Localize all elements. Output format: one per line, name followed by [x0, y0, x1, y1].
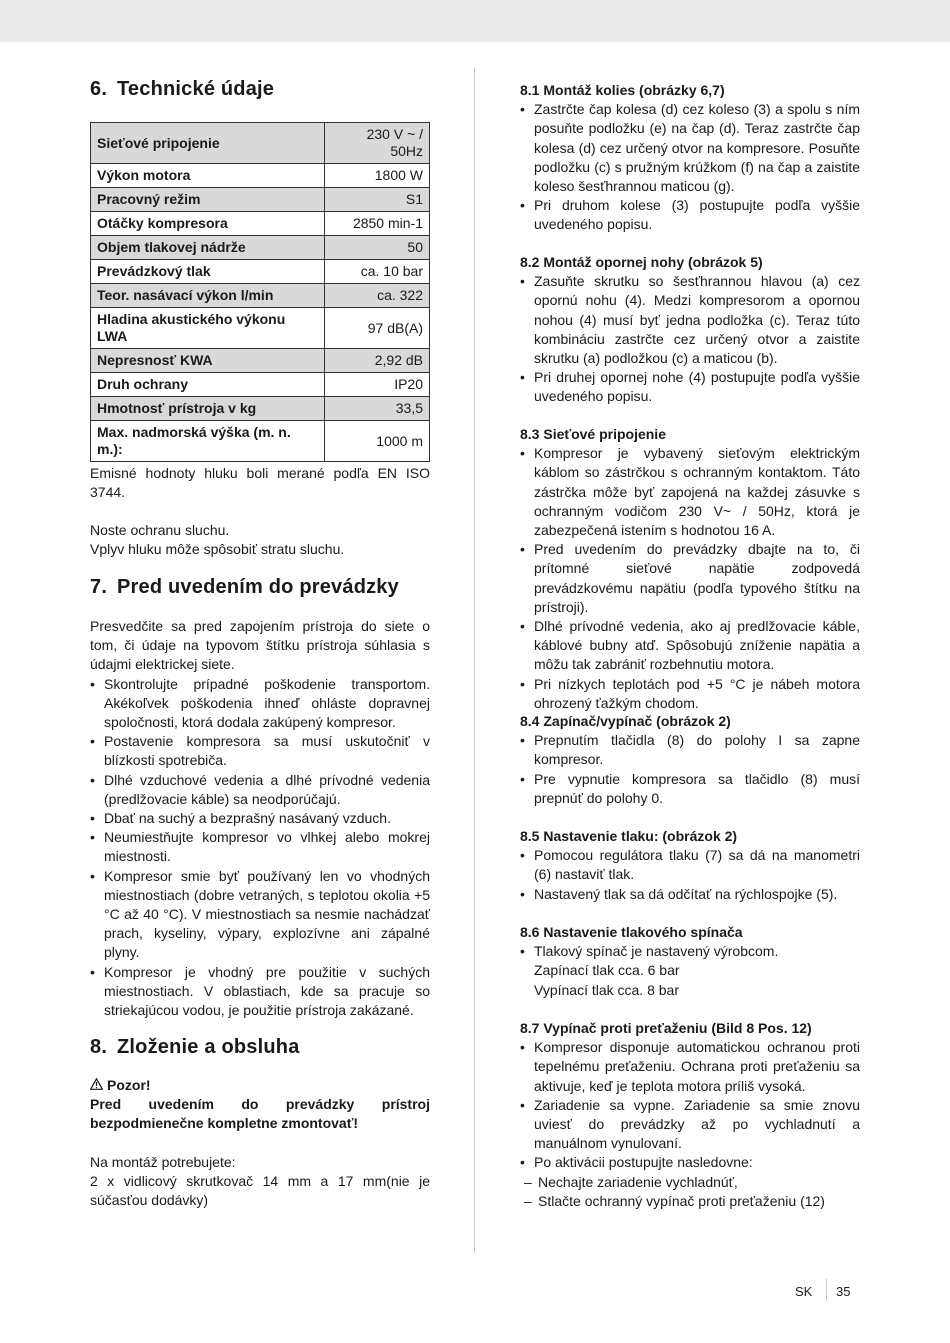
table-row [91, 236, 430, 260]
list-item: • Zastrčte čap kolesa (d) cez koleso (3) a spolu s ním posuňte podložku (e) na čap (d). Teraz zastrčte čap kolesa (d) cez určený otvor na kompresore. Posuňte podložku (c) s pružným krúžkom (f) na čap a zaistite koleso šesťhrannou maticou (g). [520, 100, 860, 196]
section-number: 6. [90, 78, 108, 100]
pressure-switch-text: Tlakový spínač je nastavený výrobcom. [534, 943, 779, 960]
list-item: • Pri druhom kolese (3) postupujte podľa vyššie uvedeného popisu. [520, 196, 860, 234]
technical-data-table [90, 122, 430, 462]
language-code: SK [795, 1284, 813, 1299]
list-item: • Nastavený tlak sa dá odčítať na rýchlospojke (5). [520, 885, 860, 904]
spec-label: Pracovný režim [91, 188, 325, 212]
table-row [91, 164, 430, 188]
spec-value: ca. 10 bar [324, 260, 429, 284]
spec-label: Hladina akustického výkonu LWA [91, 308, 325, 349]
section-7-intro: Presvedčite sa pred zapojením prístroja do siete o tom, či údaje na typovom štítku prístroja súhlasia s údajmi elektrickej siete. [90, 618, 430, 673]
list-item: • Skontrolujte prípadné poškodenie transportom. Akékoľvek poškodenia ihneď ohláste dopravnej spoločnosti, ktorá dodala zakúpený kompresor. [90, 675, 430, 733]
subsection-8-7 [520, 1019, 860, 1211]
subsection-title: 8.1 Montáž kolies (obrázky 6,7) [520, 82, 725, 98]
list-item: • Dbať na suchý a bezprašný nasávaný vzduch. [90, 809, 430, 828]
section-7-heading [90, 575, 399, 599]
table-row [91, 284, 430, 308]
list-item [520, 942, 860, 1000]
spec-value: 2850 min-1 [324, 212, 429, 236]
spec-value: S1 [324, 188, 429, 212]
table-row [91, 188, 430, 212]
table-row [91, 397, 430, 421]
column-divider [474, 68, 475, 1253]
spec-value: 2,92 dB [324, 349, 429, 373]
page-number: 35 [836, 1284, 851, 1299]
table-row [91, 349, 430, 373]
subsection-8-4 [520, 712, 860, 808]
spec-value: ca. 322 [324, 284, 429, 308]
list-item: • Pred uvedením do prevádzky dbajte na to, či prítomné sieťové napätie zodpovedá prevádzkovému napätiu (podľa typového štítku na prístroji). [520, 540, 860, 617]
spec-value: 230 V ~ / 50Hz [324, 123, 429, 164]
list-item: • Postavenie kompresora sa musí uskutočniť v blízkosti spotrebiča. [90, 732, 430, 770]
list-item: • Pri nízkych teplotách pod +5 °C je nábeh motora ohrozený ťažkým chodom. [520, 675, 860, 713]
subsection-bullets [520, 100, 860, 234]
list-item: • Zariadenie sa vypne. Zariadenie sa smie znovu uviesť do prevádzky až po vychladnutí a manuálnom vynulovaní. [520, 1096, 860, 1154]
list-item: • Kompresor smie byť používaný len vo vhodných miestnostiach (dobre vetraných, s teplotou okolia +5 °C až 40 °C). V miestnostiach sa nesmie nachádzať prach, kyseliny, výpary, explozívne ani zápalné plyny. [90, 867, 430, 963]
subsection-title: 8.5 Nastavenie tlaku: (obrázok 2) [520, 828, 738, 844]
subsection-bullets [520, 731, 860, 808]
spec-label: Sieťové pripojenie [91, 123, 325, 164]
subsection-bullets [520, 942, 860, 1000]
list-item: • Po aktivácii postupujte nasledovne: [520, 1153, 860, 1172]
list-item: • Neumiestňujte kompresor vo vlhkej alebo mokrej miestnosti. [90, 828, 430, 866]
warning-text: Pred uvedením do prevádzky prístroj bezpodmienečne kompletne zmontovať! [90, 1096, 430, 1132]
list-item: • Pri druhej opornej nohe (4) postupujte podľa vyššie uvedeného popisu. [520, 368, 860, 406]
spec-label: Druh ochrany [91, 373, 325, 397]
warning-title: Pozor! [107, 1077, 151, 1093]
section-7-bullets [90, 675, 430, 1021]
list-item: • Zasuňte skrutku so šesťhrannou hlavou (a) cez opornú nohu (4). Medzi kompresorom a opornou nohou (4) musí byť jedna podložka (c). Teraz túto kombináciu zastrčte cez určený otvor a zaistite skrutku (a) podložkou (c) a maticou (b). [520, 272, 860, 368]
subsection-bullets [520, 272, 860, 406]
warning-block [90, 1076, 430, 1134]
tools-needed [90, 1153, 430, 1211]
section-6-heading [90, 77, 274, 101]
top-bar [0, 0, 950, 42]
spec-label: Hmotnosť prístroja v kg [91, 397, 325, 421]
warning-triangle-icon [90, 1076, 103, 1095]
subsection-bullets [520, 1038, 860, 1172]
subsection-8-2 [520, 253, 860, 407]
list-item: • Dlhé vzduchové vedenia a dlhé prívodné vedenia (predlžovacie káble) sa neodporúčajú. [90, 771, 430, 809]
spec-value: IP20 [324, 373, 429, 397]
table-row [91, 123, 430, 164]
subsection-8-3 [520, 425, 860, 713]
hearing-protection-text: Noste ochranu sluchu. [90, 522, 230, 538]
switch-on-pressure: Zapínací tlak cca. 6 bar [534, 962, 680, 979]
noise-emission-text: Emisné hodnoty hluku boli merané podľa EN ISO 3744. [90, 465, 430, 501]
list-item: • Kompresor je vhodný pre použitie v suchých miestnostiach. V oblastiach, kde sa pracuje so striekajúcou vodou, je použitie prístroja zakázané. [90, 963, 430, 1021]
subsection-dash-list [524, 1173, 860, 1211]
noise-note [90, 464, 430, 502]
list-item: • Pomocou regulátora tlaku (7) sa dá na manometri (6) nastaviť tlak. [520, 846, 860, 884]
subsection-title: 8.3 Sieťové pripojenie [520, 426, 666, 442]
list-item: • Prepnutím tlačidla (8) do polohy I sa zapne kompresor. [520, 731, 860, 769]
subsection-title: 8.6 Nastavenie tlakového spínača [520, 924, 743, 940]
tools-needed-text: 2 x vidlicový skrutkovač 14 mm a 17 mm(nie je súčasťou dodávky) [90, 1173, 430, 1209]
section-title: Zloženie a obsluha [117, 1036, 300, 1058]
table-row [91, 212, 430, 236]
subsection-8-1 [520, 81, 860, 235]
spec-value: 97 dB(A) [324, 308, 429, 349]
spec-label: Max. nadmorská výška (m. n. m.): [91, 421, 325, 462]
spec-label: Otáčky kompresora [91, 212, 325, 236]
table-row [91, 421, 430, 462]
subsection-8-5 [520, 827, 860, 904]
subsection-bullets [520, 846, 860, 904]
subsection-title: 8.7 Vypínač proti preťaženiu (Bild 8 Pos. 12) [520, 1020, 812, 1036]
subsection-bullets [520, 444, 860, 713]
hearing-note [90, 521, 430, 559]
spec-value: 1800 W [324, 164, 429, 188]
list-item: – Nechajte zariadenie vychladnúť, [524, 1173, 860, 1192]
list-item: • Kompresor disponuje automatickou ochranou proti tepelnému preťaženiu. Ochrana proti preťaženiu sa aktivuje, keď je teplota motora príliš vysoká. [520, 1038, 860, 1096]
section-title: Pred uvedením do prevádzky [117, 576, 399, 598]
tools-needed-label: Na montáž potrebujete: [90, 1154, 236, 1170]
spec-label: Teor. nasávací výkon l/min [91, 284, 325, 308]
table-row [91, 260, 430, 284]
footer-separator [826, 1279, 827, 1301]
spec-label: Výkon motora [91, 164, 325, 188]
spec-value: 33,5 [324, 397, 429, 421]
table-row [91, 308, 430, 349]
table-row [91, 373, 430, 397]
spec-label: Nepresnosť KWA [91, 349, 325, 373]
list-item: • Dlhé prívodné vedenia, ako aj predlžovacie káble, káblové bubny atď. Spôsobujú zníženie napätia a môžu tak zabrániť rozbehnutiu motora. [520, 617, 860, 675]
section-7-body [90, 617, 430, 1020]
section-number: 7. [90, 576, 108, 598]
section-8-heading [90, 1035, 300, 1059]
list-item: – Stlačte ochranný vypínač proti preťaženiu (12) [524, 1192, 860, 1211]
spec-value: 1000 m [324, 421, 429, 462]
section-number: 8. [90, 1036, 108, 1058]
subsection-title: 8.2 Montáž opornej nohy (obrázok 5) [520, 254, 763, 270]
section-title: Technické údaje [117, 78, 275, 100]
spec-label: Objem tlakovej nádrže [91, 236, 325, 260]
subsection-8-6 [520, 923, 860, 1000]
hearing-loss-text: Vplyv hluku môže spôsobiť stratu sluchu. [90, 541, 345, 558]
spec-label: Prevádzkový tlak [91, 260, 325, 284]
subsection-title: 8.4 Zapínač/vypínač (obrázok 2) [520, 713, 731, 729]
list-item: • Pre vypnutie kompresora sa tlačidlo (8) musí prepnúť do polohy 0. [520, 770, 860, 808]
switch-off-pressure: Vypínací tlak cca. 8 bar [534, 981, 679, 998]
spec-value: 50 [324, 236, 429, 260]
list-item: • Kompresor je vybavený sieťovým elektrickým káblom so zástrčkou s ochranným kontaktom. Táto zástrčka môže byť zapojená na každej zásuvke s ochranným vodičom 230 V~ / 50Hz, ktorá je zabezpečená istením s hodnotou 16 A. [520, 444, 860, 540]
